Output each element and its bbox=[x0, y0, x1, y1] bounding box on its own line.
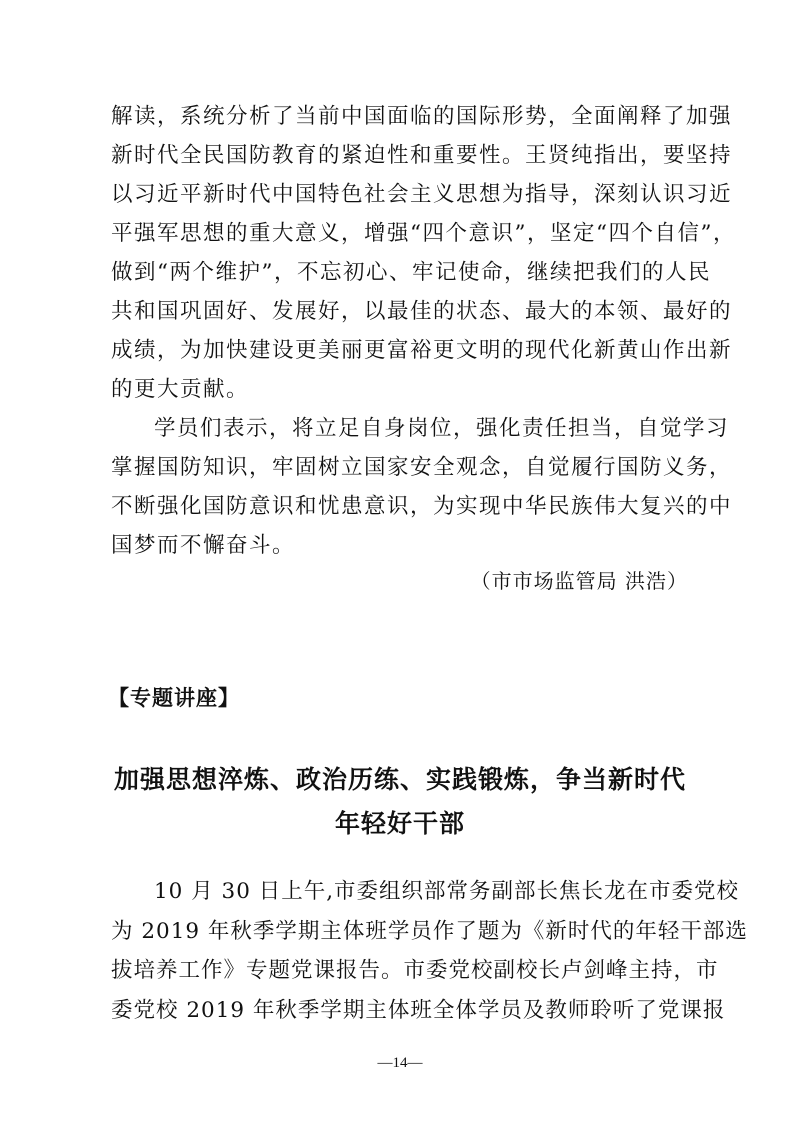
paragraph-line: 成绩，为加快建设更美丽更富裕更文明的现代化新黄山作出新 bbox=[111, 338, 733, 363]
paragraph-line: 平强军思想的重大意义，增强“四个意识”，坚定“四个自信”， bbox=[111, 221, 736, 246]
article-title-line-1: 加强思想淬炼、政治历练、实践锻炼，争当新时代 bbox=[113, 765, 686, 794]
paragraph-line: 国梦而不懈奋斗。 bbox=[111, 533, 296, 558]
section-label: 【专题讲座】 bbox=[108, 686, 240, 710]
paragraph-line: 新时代全民国防教育的紧迫性和重要性。王贤纯指出，要坚持 bbox=[111, 143, 733, 168]
article-title-line-2: 年轻好干部 bbox=[334, 809, 465, 838]
paragraph-line: 的更大贡献。 bbox=[111, 377, 250, 402]
paragraph-line: 以习近平新时代中国特色社会主义思想为指导，深刻认识习近 bbox=[111, 182, 733, 207]
paragraph-line: 拔培养工作》专题党课报告。市委党校副校长卢剑峰主持，市 bbox=[111, 958, 719, 983]
paragraph-line: 解读，系统分析了当前中国面临的国际形势，全面阐释了加强 bbox=[111, 104, 733, 129]
paragraph-line: 共和国巩固好、发展好，以最佳的状态、最大的本领、最好的 bbox=[111, 299, 733, 324]
paragraph-line: 不断强化国防意识和忧患意识，为实现中华民族伟大复兴的中 bbox=[111, 494, 733, 519]
paragraph-2 bbox=[111, 409, 733, 565]
paragraph-line: 10 月 30 日上午,市委组织部常务副部长焦长龙在市委党校 bbox=[154, 879, 740, 904]
author-signature: （市市场监管局 洪浩） bbox=[470, 569, 688, 593]
paragraph-line: 委党校 2019 年秋季学期主体班全体学员及教师聆听了党课报 bbox=[111, 997, 726, 1023]
paragraph-line: 做到“两个维护”，不忘初心、牢记使命，继续把我们的人民 bbox=[111, 260, 711, 285]
paragraph-1 bbox=[111, 97, 736, 409]
paragraph-line: 学员们表示，将立足自身岗位，强化责任担当，自觉学习 bbox=[154, 416, 730, 441]
page-number: —14— bbox=[377, 1055, 423, 1071]
paragraph-line: 为 2019 年秋季学期主体班学员作了题为《新时代的年轻干部选 bbox=[111, 918, 748, 944]
paragraph-3 bbox=[111, 872, 748, 1030]
paragraph-line: 掌握国防知识，牢固树立国家安全观念，自觉履行国防义务， bbox=[111, 455, 733, 480]
